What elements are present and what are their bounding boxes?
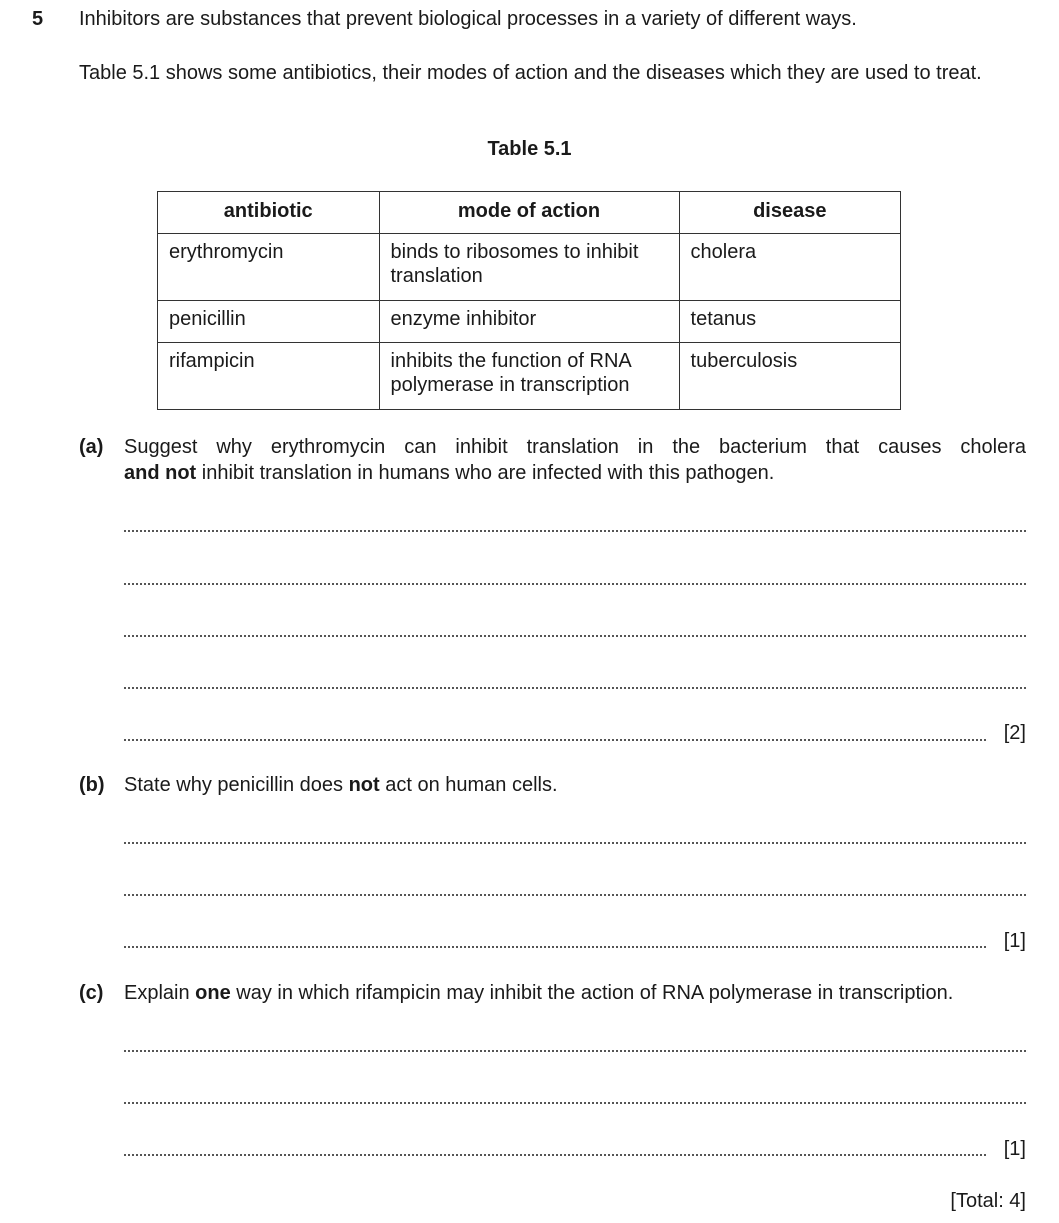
question-intro: Inhibitors are substances that prevent biological processes in a variety of different ways.	[79, 8, 857, 30]
part-b-emphasis: not	[348, 774, 380, 796]
cell-antibiotic: erythromycin	[158, 234, 380, 301]
cell-mode-of-action: binds to ribosomes to inhibit translation	[379, 234, 679, 301]
table-row	[158, 301, 901, 343]
cell-mode-of-action: enzyme inhibitor	[379, 301, 679, 343]
part-b-mark: [1]	[1003, 930, 1026, 952]
table-intro: Table 5.1 shows some antibiotics, their modes of action and the diseases which they are used to treat.	[79, 62, 982, 84]
table-row	[158, 343, 901, 410]
answer-line[interactable]	[124, 1102, 1026, 1104]
table-header-row	[158, 192, 901, 234]
part-b-question: State why penicillin does not act on human cells.	[124, 774, 558, 796]
cell-disease: cholera	[679, 234, 900, 301]
answer-line[interactable]	[124, 687, 1026, 689]
answer-line[interactable]	[124, 1154, 986, 1156]
part-c-mark: [1]	[1003, 1138, 1026, 1160]
part-a-emphasis: and not	[124, 462, 197, 484]
part-c-question: Explain one way in which rifampicin may inhibit the action of RNA polymerase in transcription.	[124, 982, 954, 1004]
part-a-question-line2: and not inhibit translation in humans who are infected with this pathogen.	[124, 462, 775, 484]
answer-line[interactable]	[124, 530, 1026, 532]
answer-line[interactable]	[124, 946, 986, 948]
cell-antibiotic: penicillin	[158, 301, 380, 343]
answer-line[interactable]	[124, 842, 1026, 844]
column-header-disease: disease	[679, 192, 900, 234]
table-title: Table 5.1	[487, 138, 572, 160]
answer-line[interactable]	[124, 635, 1026, 637]
table-row	[158, 234, 901, 301]
cell-disease: tuberculosis	[679, 343, 900, 410]
column-header-mode-of-action: mode of action	[379, 192, 679, 234]
answer-line[interactable]	[124, 1050, 1026, 1052]
part-b-label: (b)	[79, 774, 105, 796]
part-a-mark: [2]	[1003, 722, 1026, 744]
answer-line[interactable]	[124, 739, 986, 741]
antibiotics-table	[157, 191, 901, 410]
part-c-emphasis: one	[195, 982, 231, 1004]
cell-mode-of-action: inhibits the function of RNA polymerase in transcription	[379, 343, 679, 410]
total-marks: [Total: 4]	[950, 1190, 1026, 1212]
column-header-antibiotic: antibiotic	[158, 192, 380, 234]
part-a-label: (a)	[79, 436, 104, 458]
part-c-label: (c)	[79, 982, 104, 1004]
answer-line[interactable]	[124, 894, 1026, 896]
question-number: 5	[32, 8, 44, 30]
answer-line[interactable]	[124, 583, 1026, 585]
cell-antibiotic: rifampicin	[158, 343, 380, 410]
cell-disease: tetanus	[679, 301, 900, 343]
part-a-question-line1: Suggest why erythromycin can inhibit translation in the bacterium that causes cholera	[124, 436, 1026, 458]
